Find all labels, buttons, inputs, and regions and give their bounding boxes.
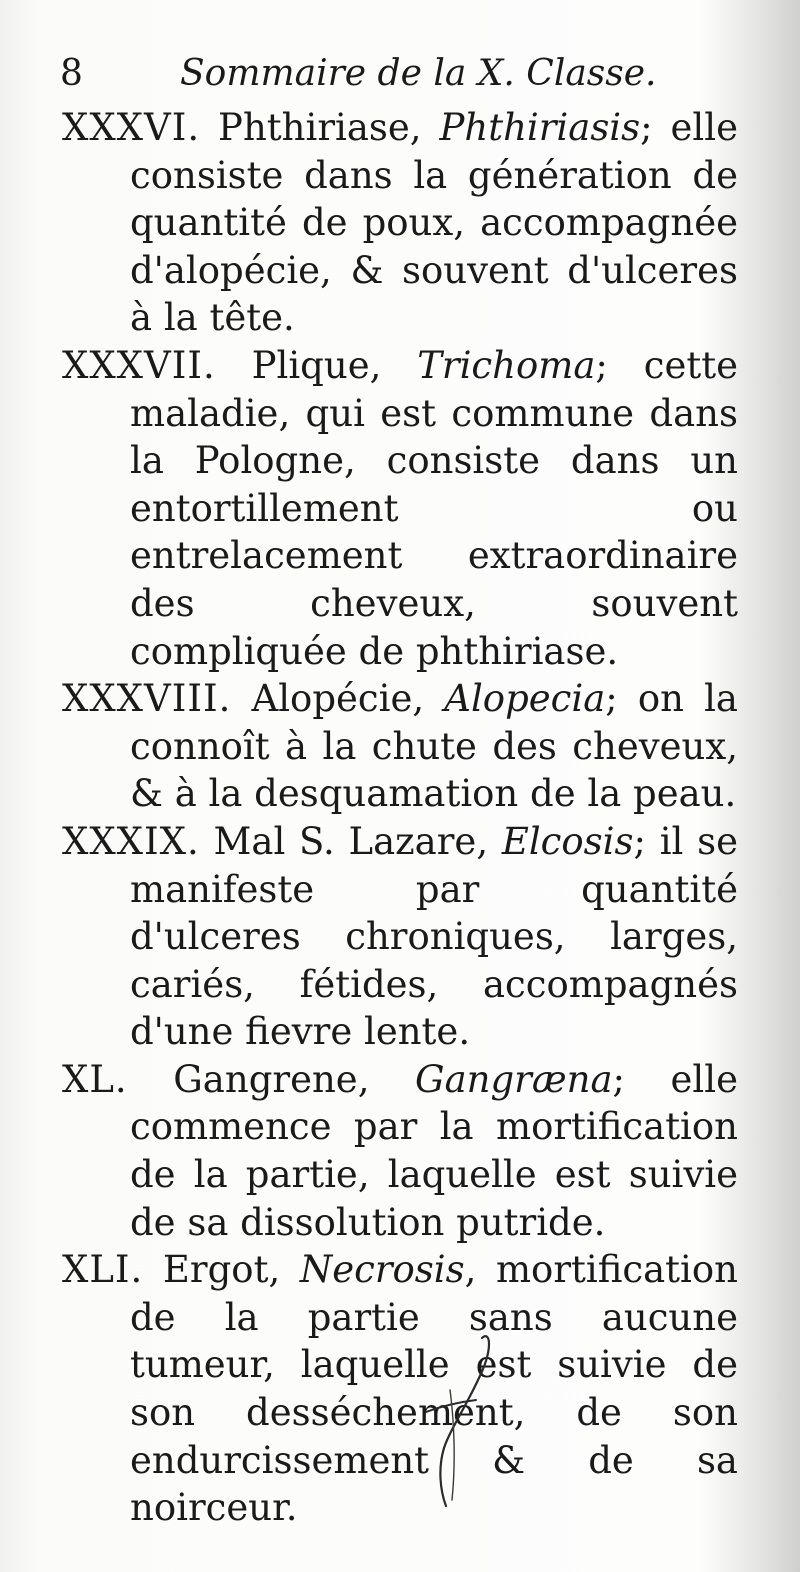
entry-name: Gangrene,: [127, 1057, 416, 1101]
entry-name: Mal S. Lazare,: [199, 819, 502, 863]
entry-xxxix: [62, 818, 738, 1056]
entry-number: XXXVI.: [62, 106, 201, 149]
entry-name: Plique,: [215, 343, 418, 387]
entry-xli: [62, 1246, 738, 1532]
entry-latin-name: Alopecia: [444, 677, 606, 721]
page-header: [60, 52, 760, 96]
entry-description: , mortification de la partie sans aucune tumeur, laquelle est suivie de son desséchement, de son endurcissement & de sa noirceur.: [130, 1248, 738, 1530]
signature-flourish-icon: [420, 1330, 500, 1510]
entry-description: ; on la connoît à la chute des cheveux, & à la desquamation de la peau.: [130, 677, 738, 816]
entry-list: [62, 104, 738, 1532]
entry-latin-name: Phthiriasis: [439, 106, 641, 149]
entry-xxxvii: [62, 342, 738, 675]
entry-number: XLI.: [62, 1248, 144, 1292]
entry-number: XXXVIII.: [62, 677, 232, 721]
entry-description: ; il se manifeste par quantité d'ulceres chroniques, larges, cariés, fétides, accompagnés d'une fievre lente.: [130, 819, 738, 1054]
running-title: Sommaire de la X. Classe.: [180, 53, 657, 94]
entry-name: Alopécie,: [231, 677, 445, 721]
page-number: 8: [60, 53, 83, 94]
entry-description: ; cette maladie, qui est commune dans la Pologne, consiste dans un entortillement ou entrelacement extraordinaire des cheveux, souvent compliquée de phthiriase.: [130, 343, 738, 673]
entry-number: XL.: [62, 1057, 128, 1101]
entry-name: Ergot,: [143, 1248, 300, 1292]
entry-latin-name: Elcosis: [501, 819, 634, 863]
entry-latin-name: Trichoma: [417, 343, 596, 387]
entry-description: ; elle commence par la mortification de la partie, laquelle est suivie de sa dissolution putride.: [130, 1057, 738, 1244]
entry-xl: [62, 1056, 738, 1246]
entry-xxxvi: [62, 104, 738, 342]
entry-number: XXXVII.: [62, 343, 216, 387]
entry-latin-name: Necrosis: [299, 1248, 465, 1292]
entry-xxxviii: [62, 675, 738, 818]
entry-name: Phthiriase,: [200, 106, 440, 149]
entry-latin-name: Gangræna: [415, 1057, 613, 1101]
entry-number: XXXIX.: [62, 819, 200, 863]
entry-description: ; elle consiste dans la génération de quantité de poux, accompagnée d'alopécie, & souvent d'ulceres à la tête.: [130, 106, 738, 340]
